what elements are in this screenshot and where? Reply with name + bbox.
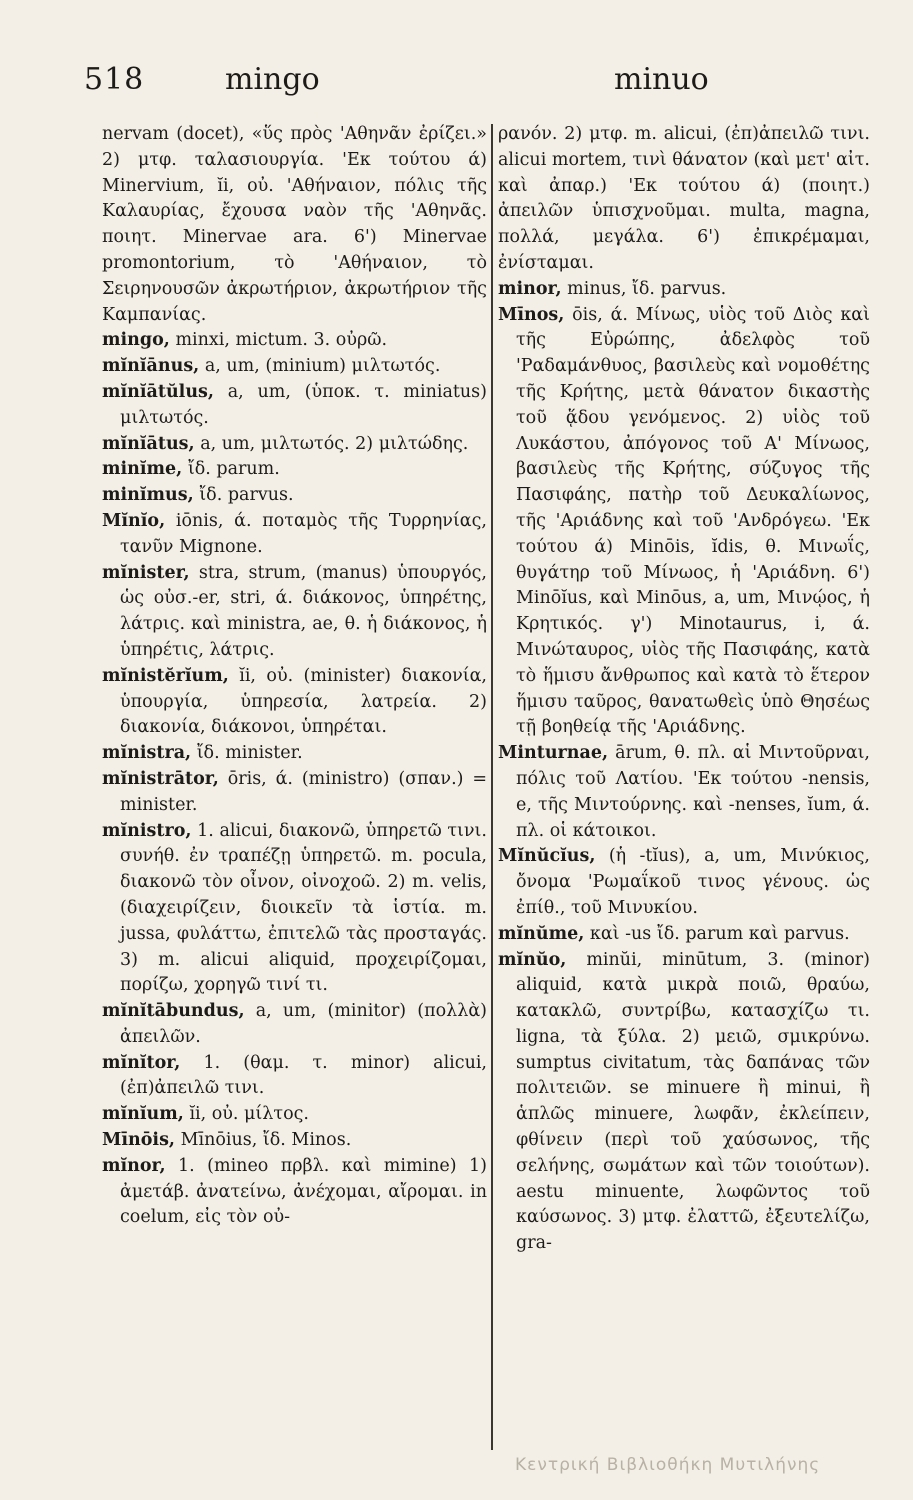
dictionary-entry	[102, 354, 487, 380]
entry-definition: ārum, θ. πλ. αἱ Μιντοῦρναι, πόλις τοῦ Λατίου. 'Εκ τούτου -nensis, e, τῆς Μιντούρνης. καὶ -nenses, ĭum, ά. πλ. οἱ κάτοικοι.	[516, 743, 870, 841]
dictionary-entry	[102, 1154, 487, 1231]
entry-definition: iōnis, ά. ποταμὸς τῆς Τυρρηνίας, τανῦν Mignone.	[120, 510, 487, 557]
entry-definition: a, um, (ὑποκ. τ. miniatus) μιλτωτός.	[120, 381, 487, 428]
entry-headword: mĭnĭānus,	[102, 356, 200, 377]
dictionary-entry	[102, 1051, 487, 1103]
dictionary-entry	[498, 922, 870, 948]
entry-headword: Minturnae,	[498, 743, 609, 764]
dictionary-entry	[498, 303, 870, 742]
dictionary-entry	[102, 767, 487, 819]
entry-definition: ĭi, οὐ. μίλτος.	[183, 1104, 309, 1125]
entry-headword: mĭnŭo,	[498, 949, 567, 970]
page-header	[0, 62, 913, 102]
entry-headword: mĭnistra,	[102, 743, 192, 764]
entry-definition: 1. (θαμ. τ. minor) alicui, (ἐπ)ἀπειλῶ τινι.	[120, 1052, 487, 1099]
entry-definition: a, um, μιλτωτός. 2) μιλτώδης.	[194, 433, 469, 454]
entry-headword: mĭnĭātus,	[102, 433, 195, 454]
entry-headword: mĭnister,	[102, 562, 190, 583]
entry-headword: mĭnŭme,	[498, 923, 585, 944]
entry-headword: minor,	[498, 278, 562, 299]
entry-definition: nervam (docet), «ὕς πρὸς 'Αθηνᾶν ἐρίζει.» 2) μτφ. ταλασιουργία. 'Εκ τούτου ά) Minervium, ĭi, οὐ. 'Αθήναιον, πόλις τῆς Καλαυρίας, ἔχουσα ναὸν τῆς 'Αθηνᾶς. ποιητ. Minervae ara. 6') Minervae promontorium, τὸ 'Αθήναιον, τὸ Σειρηνουσῶν ἀκρωτήριον, ἀκρωτήριον τῆς Καμπανίας.	[102, 124, 487, 325]
entry-definition: minus, ἴδ. parvus.	[561, 278, 727, 299]
page-number: 518	[84, 62, 145, 97]
dictionary-entry	[102, 999, 487, 1051]
entry-definition: Mīnōius, ἴδ. Minos.	[175, 1130, 352, 1151]
entry-definition: ōris, ά. (ministro) (σπαν.) = minister.	[120, 768, 487, 815]
dictionary-entry	[498, 844, 870, 921]
dictionary-entry	[102, 1128, 487, 1154]
entry-headword: mĭnĭātŭlus,	[102, 381, 214, 402]
entry-headword: mĭnistro,	[102, 820, 192, 841]
dictionary-entry	[102, 457, 487, 483]
dictionary-entry	[102, 1102, 487, 1128]
dictionary-entry	[498, 948, 870, 1258]
entry-definition: a, um, (minitor) (πολλὰ) ἀπειλῶν.	[120, 1001, 487, 1047]
entry-definition: ρανόν. 2) μτφ. m. alicui, (ἐπ)ἀπειλῶ τινι. alicui mortem, τινὶ θάνατον (καὶ μετ' αἰτ. καὶ ἀπαρ.) 'Εκ τούτου ά) (ποιητ.) ἀπειλῶν ὑπισχνοῦμαι. multa, magna, πολλά, μεγάλα. 6') ἐπικρέμαμαι, ἐνίσταμαι.	[498, 124, 870, 273]
dictionary-entry	[102, 432, 487, 458]
entry-headword: minĭmus,	[102, 485, 194, 506]
entry-definition: 1. alicui, διακονῶ, ὑπηρετῶ τινι. συνήθ. ἐν τραπέζῃ ὑπηρετῶ. m. pocula, διακονῶ τὸν οἶνον, οἰνοχοῶ. 2) m. velis, (διαχειρίζειν, διοικεῖν τὰ ἱστία. m. jussa, φυλάττω, ἐπιτελῶ τὰς προσταγάς. 3) m. alicui aliquid, προχειρίζομαι, πορίζω, χορηγῶ τινί τι.	[120, 820, 487, 996]
entry-definition: καὶ -us ἴδ. parum καὶ parvus.	[584, 923, 850, 944]
entry-headword: mĭnĭum,	[102, 1104, 184, 1125]
entry-headword: Mīnos,	[498, 304, 565, 325]
dictionary-entry	[102, 380, 487, 432]
left-column	[102, 122, 487, 1452]
column-divider	[491, 124, 493, 1450]
entry-headword: mĭnĭtor,	[102, 1052, 181, 1073]
entry-definition: minŭi, minūtum, 3. (minor) aliquid, κατὰ μικρὰ ποιῶ, θραύω, κατακλῶ, συντρίβω, κατασχίζω τι. ligna, τὰ ξύλα. 2) μειῶ, σμικρύνω. sumptus civitatum, τὰς δαπάνας τῶν πολιτειῶν. se minuere ἢ minui, ἢ ἁπλῶς minuere, λωφᾶν, ἐκλείπειν, φθίνειν (περὶ τοῦ χαύσωνος, τῆς σελήνης, σωμάτων καὶ τῶν τοιούτων). aestu minuente, λωφῶντος τοῦ καύσωνος. 3) μτφ. ἐλαττῶ, ἐξευτελίζω, gra-	[516, 949, 870, 1254]
continuation-text	[102, 122, 487, 328]
entry-definition: a, um, (minium) μιλτωτός.	[199, 356, 441, 377]
dictionary-entry	[102, 819, 487, 1000]
dictionary-entry	[102, 509, 487, 561]
entry-definition: minxi, mictum. 3. οὐρῶ.	[169, 330, 388, 351]
dictionary-entry	[498, 741, 870, 844]
entry-headword: Mĭnŭcĭus,	[498, 846, 596, 867]
entry-definition: ἴδ. minister.	[191, 743, 303, 764]
entry-definition: ἴδ. parum.	[182, 459, 280, 480]
entry-headword: mĭnistĕrĭum,	[102, 665, 229, 686]
dictionary-entry	[102, 741, 487, 767]
continuation-text	[498, 122, 870, 277]
library-watermark: Κεντρική Βιβλιοθήκη Μυτιλήνης	[515, 1455, 821, 1475]
dictionary-entry	[498, 277, 870, 303]
entry-headword: mĭnor,	[102, 1155, 166, 1176]
entry-definition: (ἡ -tĭus), a, um, Μινύκιος, ὄνομα 'Ρωμαΐκοῦ τινος γένους. ὡς ἐπίθ., τοῦ Μινυκίου.	[516, 846, 870, 918]
entry-definition: ĭi, οὐ. (minister) διακονία, ὑπουργία, ὑπηρεσία, λατρεία. 2) διακονία, διάκονοι, ὑπηρέται.	[120, 665, 487, 738]
entry-definition: stra, strum, (manus) ὑπουργός, ὡς οὐσ.-er, stri, ά. διάκονος, ὑπηρέτης, λάτρις. καὶ ministra, ae, θ. ἡ διάκονος, ἡ ὑπηρέτις, λάτρις.	[120, 562, 487, 660]
entry-definition: 1. (mineo πρβλ. καὶ mimine) 1) ἀμετάβ. ἀνατείνω, ἀνέχομαι, αἴρομαι. in coelum, εἰς τὸν οὐ-	[120, 1155, 487, 1228]
entry-headword: Mĭnĭo,	[102, 510, 166, 531]
dictionary-entry	[102, 664, 487, 741]
dictionary-entry	[102, 561, 487, 664]
entry-headword: mĭnistrātor,	[102, 768, 219, 789]
entry-headword: Mīnōis,	[102, 1130, 176, 1151]
right-running-headword: minuo	[614, 62, 709, 97]
entry-headword: minĭme,	[102, 459, 183, 480]
dictionary-entry	[102, 483, 487, 509]
entry-headword: mĭnĭtābundus,	[102, 1001, 245, 1022]
left-running-headword: mingo	[225, 62, 320, 97]
entry-definition: ōis, ά. Μίνως, υἱὸς τοῦ Διὸς καὶ τῆς Εὐρώπης, ἀδελφὸς τοῦ 'Ραδαμάνθυος, βασιλεὺς καὶ νομοθέτης τῆς Κρήτης, μετὰ θάνατον δικαστὴς τοῦ ᾅδου γενόμενος. 2) υἱὸς τοῦ Λυκάστου, ἀπόγονος τοῦ Α' Μίνωος, βασιλεὺς τῆς Κρήτης, σύζυγος τῆς Πασιφάης, πατὴρ τοῦ Δευκαλίωνος, τῆς 'Αριάδνης καὶ τοῦ 'Ανδρόγεω. 'Εκ τούτου ά) Minōis, ĭdis, θ. Μινωΐς, θυγάτηρ τοῦ Μίνωος, ἡ 'Αριάδνη. 6') Minōĭus, καὶ Minōus, a, um, Μινῴος, ἡ Κρητικός. γ') Minotaurus, i, ά. Μινώταυρος, υἱὸς τῆς Πασιφάης, κατὰ τὸ ἥμισυ ἄνθρωπος καὶ κατὰ τὸ ἕτερον ἥμισυ ταῦρος, θανατωθεὶς ὑπὸ Θησέως τῇ βοηθείᾳ τῆς 'Αριάδνης.	[516, 304, 870, 738]
entry-definition: ἴδ. parvus.	[193, 485, 294, 506]
dictionary-entry	[102, 328, 487, 354]
right-column	[498, 122, 870, 1452]
entry-headword: mingo,	[102, 330, 170, 351]
